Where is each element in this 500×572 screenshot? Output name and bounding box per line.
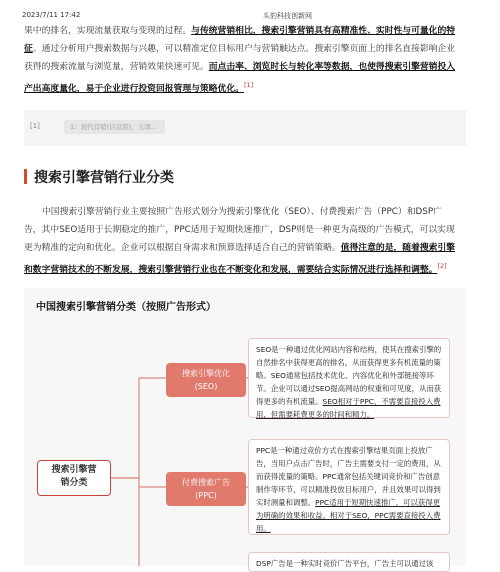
body-paragraph [24, 203, 468, 279]
desc-text: SEO是一种通过优化网站内容和结构，使其在搜索引擎的自然排名中获得更高的排名，从而获得更多有机流量的策略。SEO通常包括技术优化、内容优化和外部链接等环节。企业可以通过SEO提高网站的权重和可见度，从而获得更多的有机流量。 [256, 345, 442, 406]
intro-highlight: 产出高度量化，易于企业进行投资回报管理与策略优化。 [24, 83, 244, 94]
body-highlight: 值得注意的是，随着搜索引擎 [340, 243, 456, 253]
classification-diagram [24, 288, 466, 566]
desc-highlight: PPC适用于短期快速推广，可以获得更为明确的效果和收益。相对于SEO，PPC需要直接投入费用。 [256, 498, 441, 533]
reference-marker[interactable]: [2] [437, 262, 447, 270]
source-name: 头豹科技创新网 [263, 12, 312, 20]
category-node-ppc [166, 472, 246, 506]
datetime: 2023/7/11 17:42 [22, 11, 81, 19]
reference-box [24, 110, 466, 146]
reference-marker[interactable]: [1] [243, 81, 254, 89]
node-label: 付费搜索广告 [182, 478, 230, 487]
root-label: 搜索引擎营 [51, 465, 97, 475]
intro-text: 。通过分析用户搜索数据与兴趣，可以精准定位目标用户与营销触达点。搜索引擎页面上的排名直接影响企业 [32, 44, 456, 54]
intro-highlight: 征 [24, 44, 33, 54]
body-line: 告，其中SEO适用于长期稳定的推广，PPC适用于短期快速推广，DSP则是一种更为高级的广告模式，可以实现 [24, 225, 455, 235]
node-label: (PPC) [195, 491, 217, 500]
node-label: 搜索引擎优化 [182, 369, 230, 378]
body-highlight: 和数字营销技术的不断发展，搜索引擎营销行业也在不断变化和发展，需要结合实际情况进行选择和调整。 [24, 264, 438, 275]
desc-highlight: SEO相对于PPC，不需要直接投入费用，但需要耗费更多的时间和精力。 [256, 397, 441, 419]
intro-paragraph [24, 22, 468, 98]
root-node [37, 460, 111, 496]
root-label: 销分类 [60, 478, 88, 488]
body-line: 中国搜索引擎营销行业主要按照广告形式划分为搜索引擎优化（SEO）、付费搜索广告（PPC）和DSP广 [42, 207, 442, 217]
intro-text: 获得的搜索流量与浏览量，营销效果快速可见。 [24, 62, 209, 72]
diagram-title: 中国搜索引擎营销分类（按照广告形式） [36, 302, 216, 313]
top-bar [0, 0, 500, 22]
reference-tag[interactable]: 1：现代营销(信息版)，天津... [64, 120, 165, 134]
dsp-description [248, 552, 450, 572]
desc-text: DSP广告是一种实时竞价广告平台，广告主可以通过该 [256, 559, 434, 568]
intro-highlight: 而点击率、浏览时长与转化率等数据，也使得搜索引擎营销投入 [208, 62, 456, 72]
seo-description [248, 338, 450, 418]
reference-number: [1] [30, 122, 40, 130]
section-title: 搜索引擎营销行业分类 [34, 170, 174, 186]
intro-highlight: 与传统营销相比，搜索引擎营销具有高精准性、实时性与可量化的特 [191, 26, 456, 36]
intro-text: 果中的排名，实现流量获取与变现的过程。 [24, 26, 192, 36]
node-label: (SEO) [194, 382, 218, 391]
ppc-description [248, 439, 450, 535]
section-accent-bar [24, 169, 27, 184]
category-node-seo [166, 363, 246, 397]
body-text: 更为精准的定向和优化。企业可以根据自身需求和预算选择适合自己的营销策略。 [24, 243, 341, 253]
desc-text: PPC是一种通过竞价方式在搜索引擎结果页面上投放广告，当用户点击广告时，广告主需要支付一定的费用，从而获得流量的策略。PPC通常包括关键词竞价和广告创意制作等环节，可以精准投放目标用户，并且效果可以得到实时测量和调整。 [256, 446, 441, 507]
